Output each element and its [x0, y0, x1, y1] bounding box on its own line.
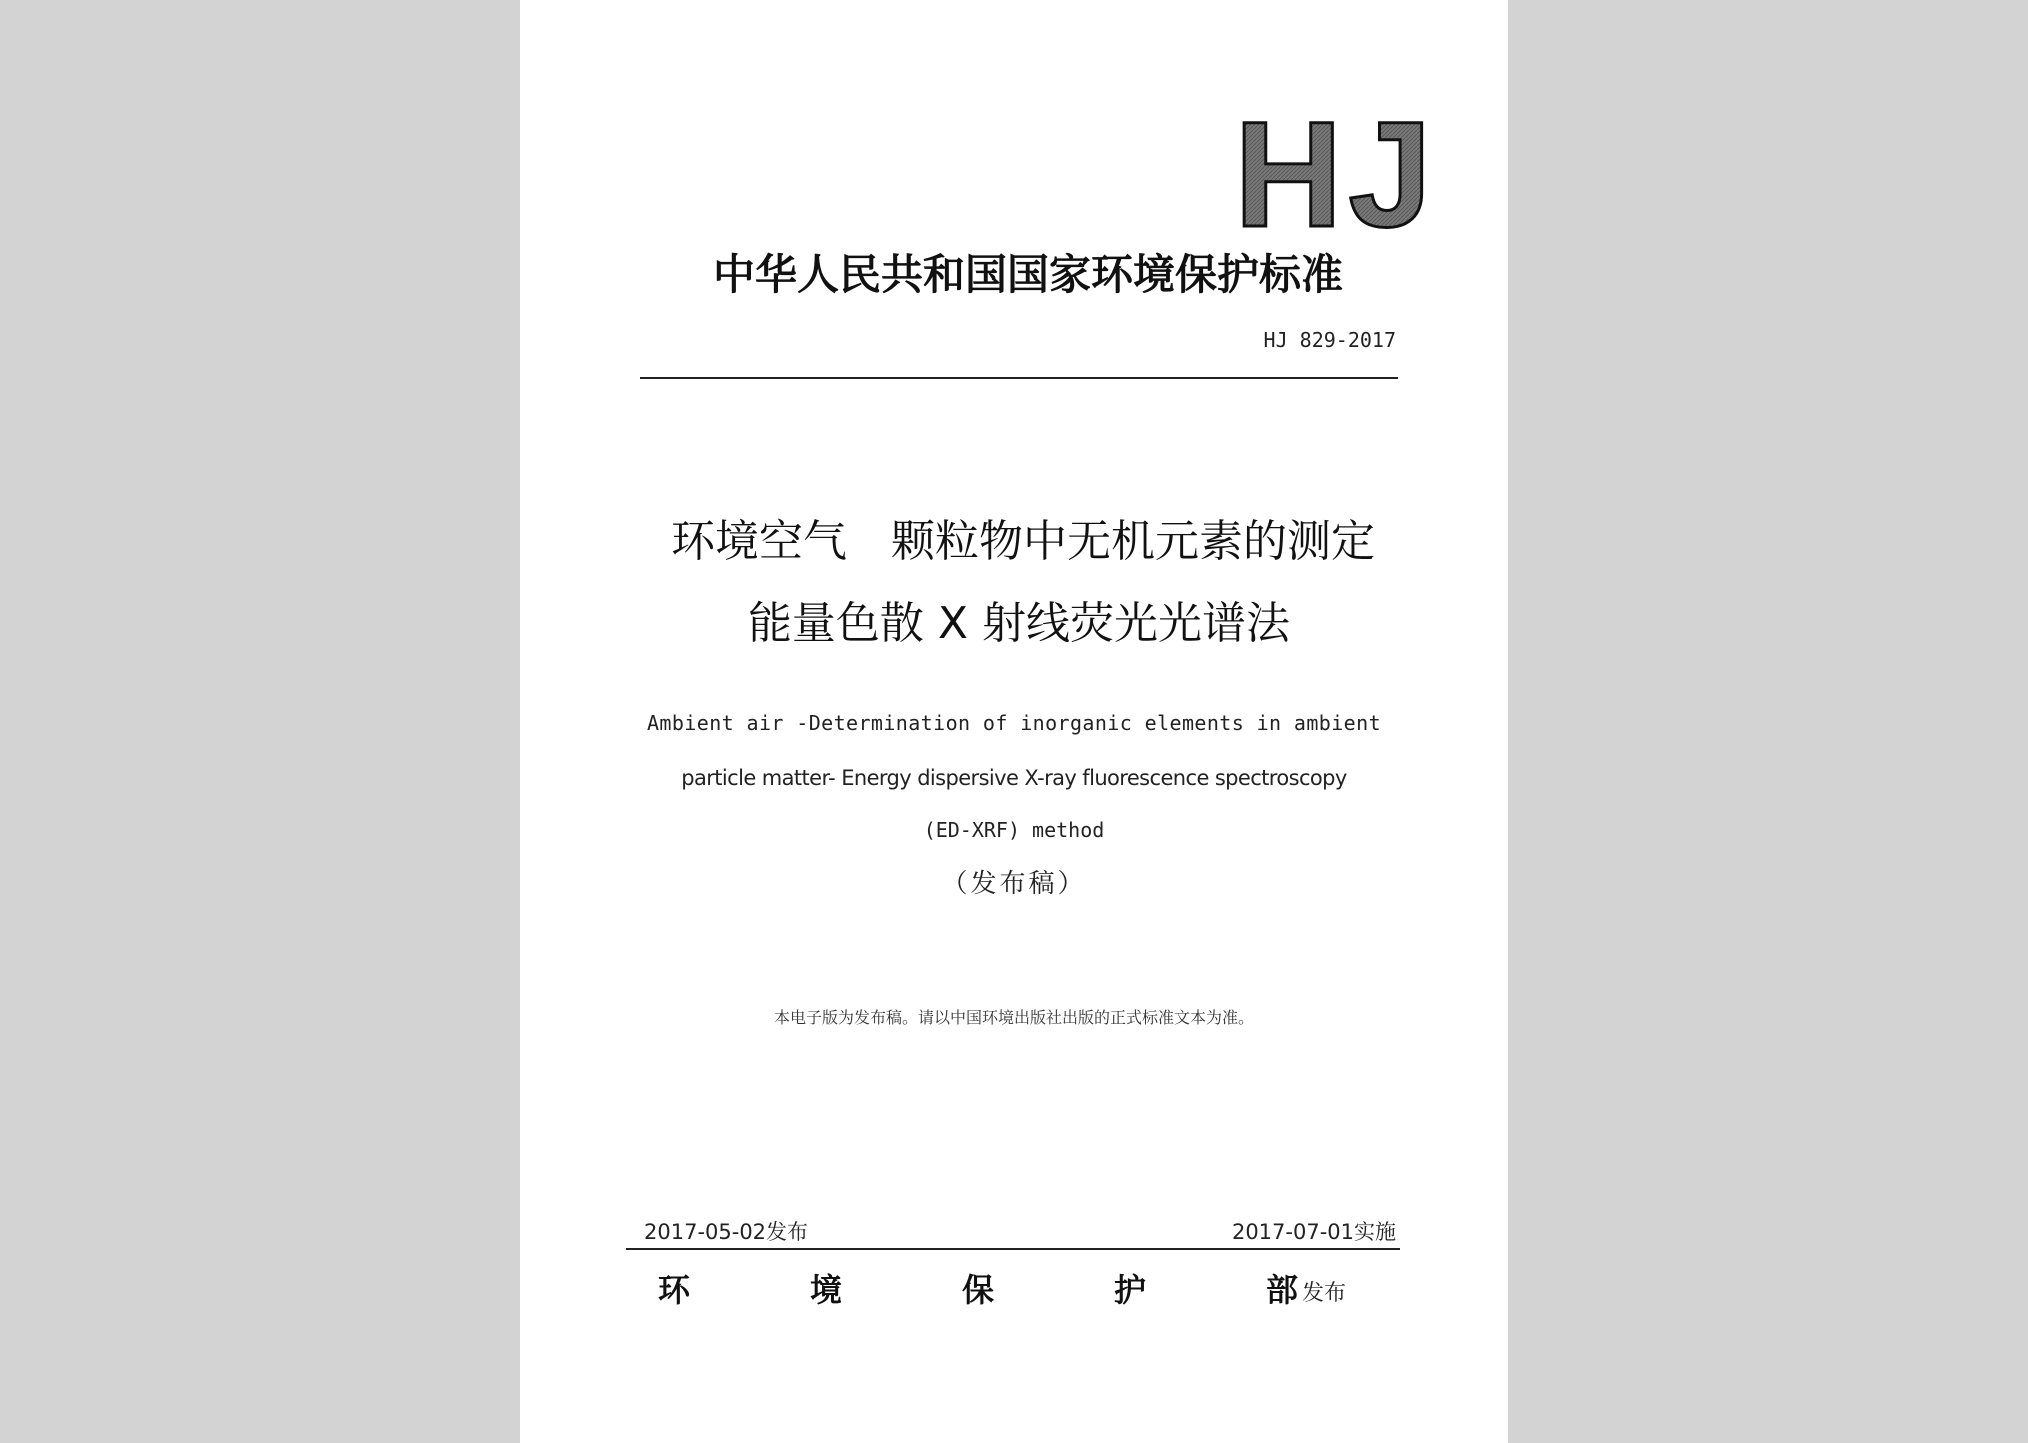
issue-date: 2017-05-02发布: [644, 1220, 809, 1244]
implementation-date: 2017-07-01实施: [1231, 1220, 1396, 1244]
title-chinese-line-1: 环境空气 颗粒物中无机元素的测定: [671, 516, 1375, 567]
hj-logo: [1205, 118, 1467, 234]
issuer-char: 环: [658, 1271, 691, 1309]
footer-divider: [626, 1248, 1400, 1250]
standard-organization-title: 中华人民共和国国家环境保护标准: [712, 250, 1343, 299]
hj-logo-text: HJ: [1234, 118, 1438, 234]
header-divider: [640, 377, 1398, 379]
standard-code: HJ 829-2017: [1263, 328, 1396, 352]
draft-label: （发布稿）: [941, 869, 1087, 899]
title-english-line-1: Ambient air -Determination of inorganic elements in ambient: [646, 711, 1382, 735]
electronic-version-note: 本电子版为发布稿。请以中国环境出版社出版的正式标准文本为准。: [773, 1008, 1254, 1027]
issuer-char: 护: [1113, 1271, 1146, 1309]
issuer-char: 境: [809, 1271, 842, 1309]
issuing-authority: [658, 1268, 1298, 1312]
issuer-char: 保: [961, 1271, 994, 1309]
issue-word: 发布: [1302, 1281, 1347, 1306]
title-english-line-3: (ED-XRF) method: [923, 818, 1105, 842]
title-english-line-2: particle matter- Energy dispersive X-ray fluorescence spectroscopy: [681, 766, 1347, 790]
title-chinese-line-2: 能量色散 X 射线荧光光谱法: [747, 598, 1291, 649]
document-page: [520, 0, 1508, 1443]
issuer-char: 部: [1265, 1271, 1298, 1309]
